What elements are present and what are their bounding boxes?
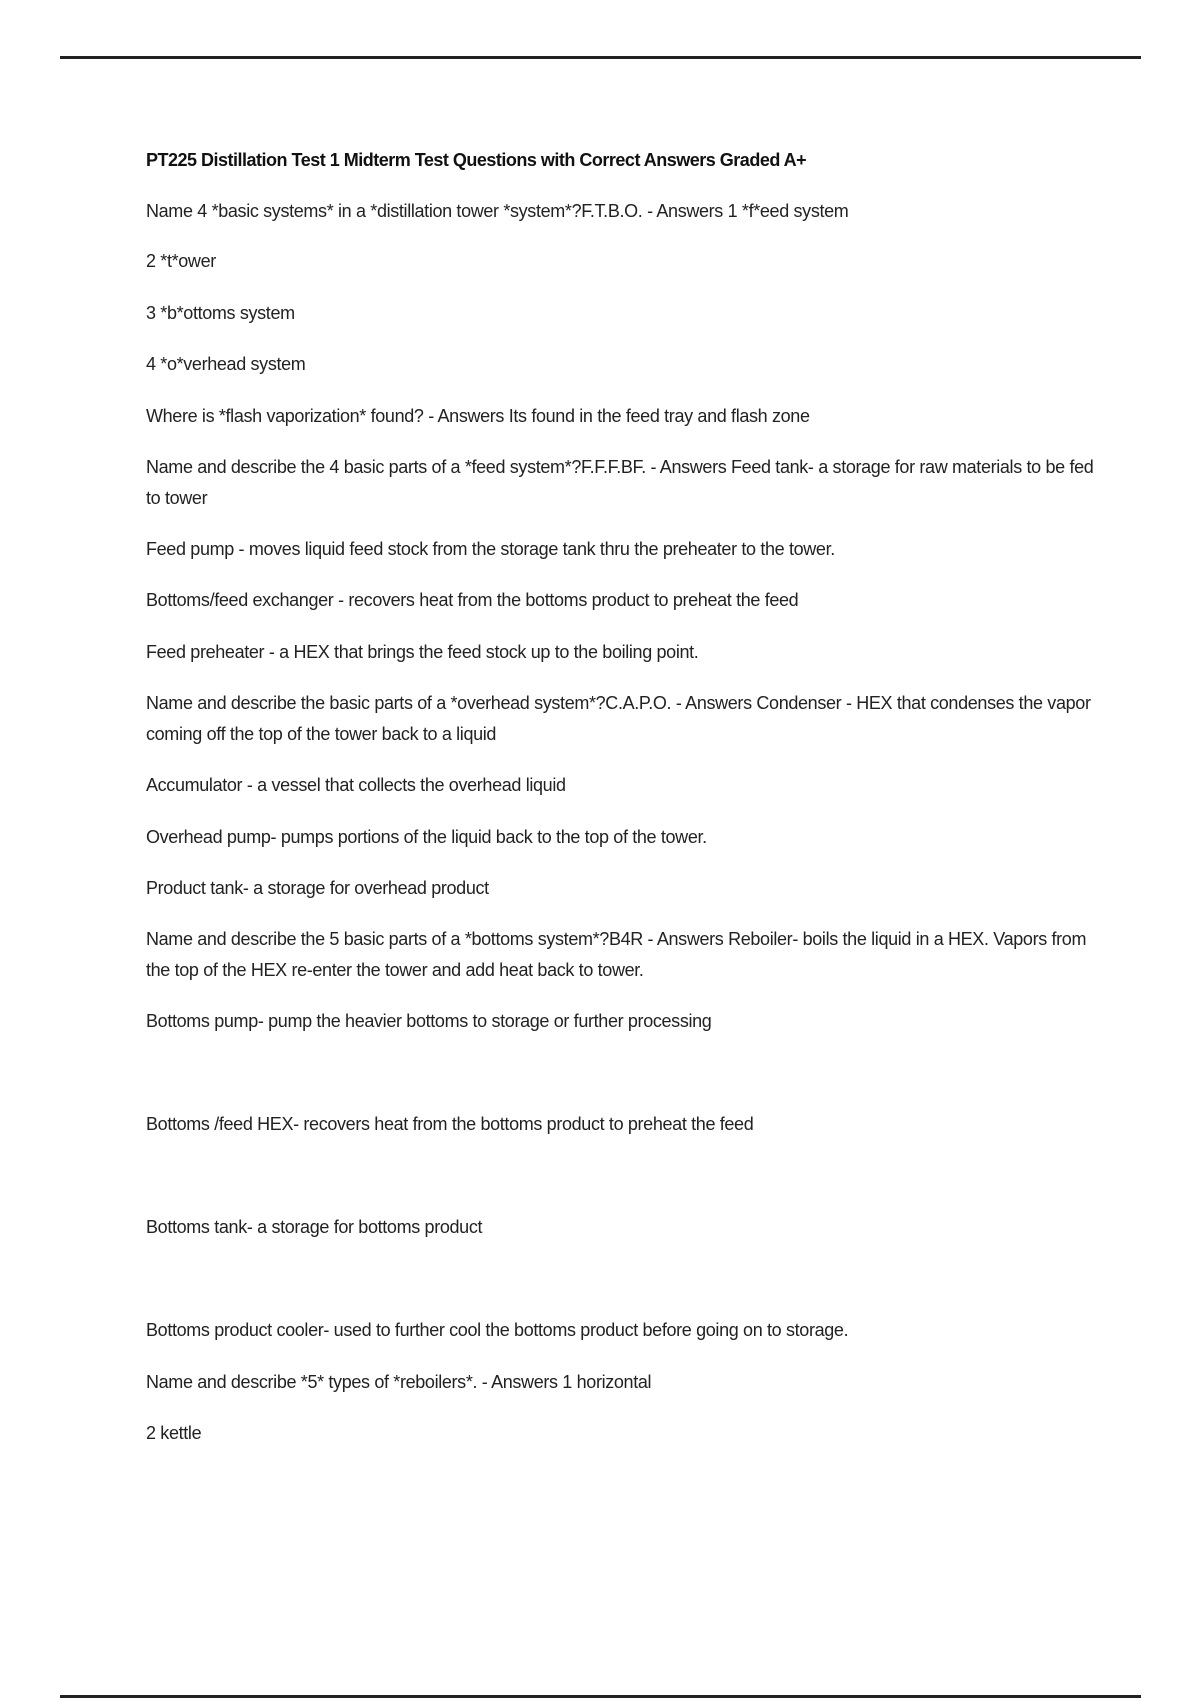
paragraph: Bottoms /feed HEX- recovers heat from the bottoms product to preheat the feed (146, 1114, 754, 1134)
paragraph: Where is *flash vaporization* found? - Answers Its found in the feed tray and flash zone (146, 406, 810, 426)
paragraph: Name and describe the basic parts of a *overhead system*?C.A.P.O. - Answers Condenser - HEX that condenses the vapor coming off the top of the tower back to a liquid (146, 693, 1091, 744)
paragraph: 4 *o*verhead system (146, 354, 306, 374)
paragraph: Bottoms/feed exchanger - recovers heat from the bottoms product to preheat the feed (146, 590, 799, 610)
paragraph: 2 kettle (146, 1423, 202, 1443)
header-rule (60, 56, 1141, 59)
paragraph: Feed preheater - a HEX that brings the feed stock up to the boiling point. (146, 642, 699, 662)
paragraph: Name and describe the 4 basic parts of a *feed system*?F.F.F.BF. - Answers Feed tank- a storage for raw materials to be fed to tower (146, 457, 1094, 508)
document-title: PT225 Distillation Test 1 Midterm Test Questions with Correct Answers Graded A+ (146, 150, 807, 170)
paragraph: Product tank- a storage for overhead product (146, 878, 489, 898)
paragraph: 2 *t*ower (146, 251, 216, 271)
paragraph: Bottoms pump- pump the heavier bottoms to storage or further processing (146, 1011, 712, 1031)
paragraph: Bottoms product cooler- used to further cool the bottoms product before going on to storage. (146, 1320, 849, 1340)
paragraph: Name and describe the 5 basic parts of a *bottoms system*?B4R - Answers Reboiler- boils the liquid in a HEX. Vapors from the top of the HEX re-enter the tower and add heat back to tower. (146, 929, 1087, 980)
paragraph: Name and describe *5* types of *reboilers*. - Answers 1 horizontal (146, 1372, 652, 1392)
paragraph: 3 *b*ottoms system (146, 303, 295, 323)
paragraph: Feed pump - moves liquid feed stock from the storage tank thru the preheater to the tower. (146, 539, 835, 559)
paragraph: Overhead pump- pumps portions of the liquid back to the top of the tower. (146, 827, 707, 847)
paragraph: Accumulator - a vessel that collects the overhead liquid (146, 775, 566, 795)
footer-rule (60, 1695, 1141, 1698)
paragraph: Bottoms tank- a storage for bottoms product (146, 1217, 483, 1237)
paragraph: Name 4 *basic systems* in a *distillation tower *system*?F.T.B.O. - Answers 1 *f*eed system (146, 201, 849, 221)
